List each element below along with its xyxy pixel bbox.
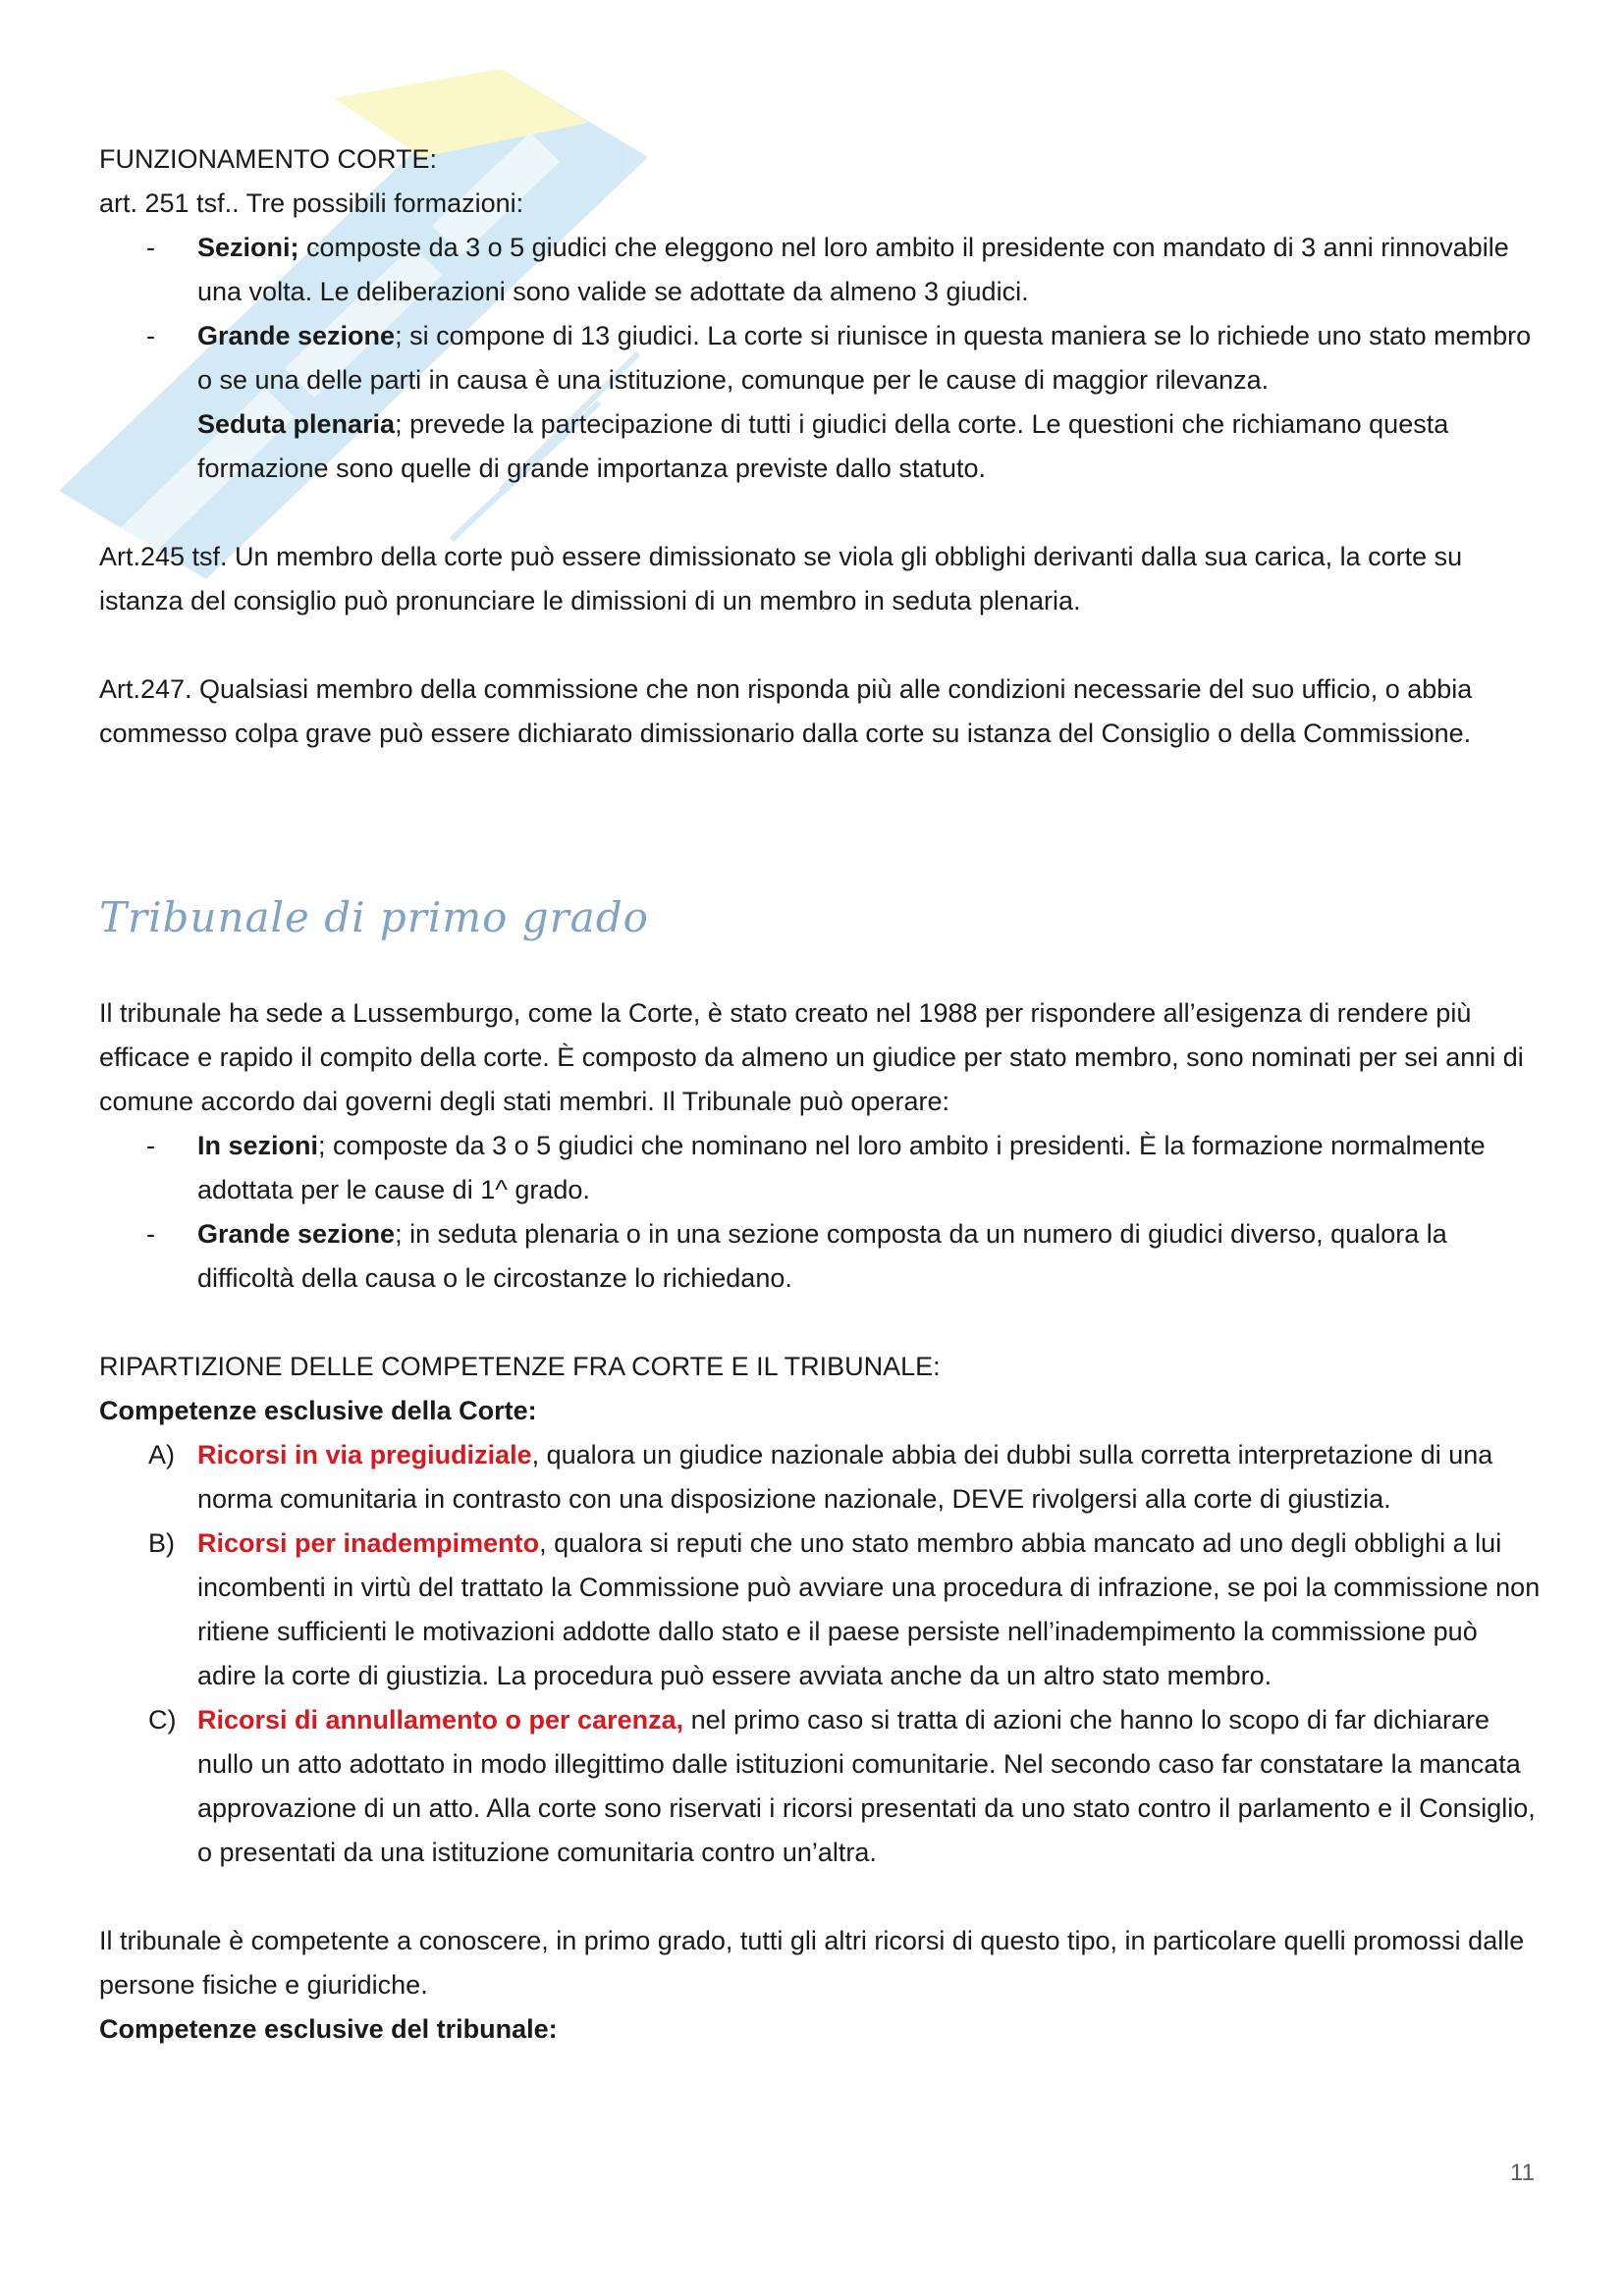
tribunale-competence-paragraph: Il tribunale è competente a conoscere, in primo grado, tutti gli altri ricorsi di questo tipo, in particolare quelli promossi dalle persone fisiche e giuridiche. xyxy=(99,1926,1525,2000)
tribunale-formations-list xyxy=(99,1124,1543,1301)
list-dash: - xyxy=(146,1131,155,1160)
section-title-ripartizione: RIPARTIZIONE DELLE COMPETENZE FRA CORTE E IL TRIBUNALE: xyxy=(99,1352,941,1381)
list-item xyxy=(99,1698,1543,1875)
subtitle-competenze-tribunale: Competenze esclusive del tribunale: xyxy=(99,2014,558,2044)
list-item-term: Grande sezione xyxy=(197,1219,396,1249)
subtitle-competenze-corte: Competenze esclusive della Corte: xyxy=(99,1396,537,1425)
list-item-term: Seduta plenaria xyxy=(197,409,396,439)
list-letter: A) xyxy=(148,1440,175,1469)
list-letter: C) xyxy=(148,1705,177,1735)
list-item-term: Grande sezione xyxy=(197,321,396,350)
list-letter: B) xyxy=(148,1528,175,1558)
list-item-text: ; in seduta plenaria o in una sezione composta da un numero di giudici diverso, qualora la difficoltà della causa o le circostanze lo richiedano. xyxy=(197,1219,1447,1293)
article-247-paragraph: Art.247. Qualsiasi membro della commissione che non risponda più alle condizioni necessarie del suo ufficio, o abbia commesso colpa grave può essere dichiarato dimissionario dalla corte su istanza del Consiglio o della Commissione. xyxy=(99,674,1473,748)
list-item xyxy=(99,1212,1543,1301)
article-245-paragraph: Art.245 tsf. Un membro della corte può essere dimissionato se viola gli obblighi derivanti dalla sua carica, la corte su istanza del consiglio può pronunciare le dimissioni di un membro in seduta plenaria. xyxy=(99,542,1463,615)
list-item-text: ; composte da 3 o 5 giudici che nominano nel loro ambito i presidenti. È la formazione normalmente adottata per le cause di 1^ grado. xyxy=(197,1131,1486,1204)
list-dash: - xyxy=(146,321,155,350)
list-item xyxy=(99,314,1543,402)
list-item xyxy=(99,226,1543,314)
list-item-text: nel primo caso si tratta di azioni che hanno lo scopo di far dichiarare nullo un atto adottato in modo illegittimo dalle istituzioni comunitarie. Nel secondo caso far constatare la mancata approvazione di un atto. Alla corte sono riservati i ricorsi presentati da uno stato contro il parlamento e il Consiglio, o presentati da una istituzione comunitaria contro un’altra. xyxy=(197,1705,1536,1867)
list-item-text: , qualora si reputi che uno stato membro abbia mancato ad uno degli obblighi a lui incombenti in virtù del trattato la Commissione può avviare una procedura di infrazione, se poi la commissione non ritiene sufficienti le motivazioni addotte dallo stato e il paese persiste nell’inadempimento la commissione può adire la corte di giustizia. La procedura può essere avviata anche da un altro stato membro. xyxy=(197,1528,1541,1690)
competenze-corte-list xyxy=(99,1433,1543,1875)
list-dash: - xyxy=(146,1219,155,1249)
list-item-term: Ricorsi in via pregiudiziale xyxy=(197,1440,532,1469)
list-item-term: Ricorsi per inadempimento xyxy=(197,1528,540,1558)
list-item-text: composte da 3 o 5 giudici che eleggono nel loro ambito il presidente con mandato di 3 anni rinnovabile una volta. Le deliberazioni sono valide se adottate da almeno 3 giudici. xyxy=(197,233,1509,306)
list-item-text: ; prevede la partecipazione di tutti i giudici della corte. Le questioni che richiamano questa formazione sono quelle di grande importanza previste dallo statuto. xyxy=(197,409,1449,483)
article-251-intro: art. 251 tsf.. Tre possibili formazioni: xyxy=(99,188,524,218)
corte-formations-list xyxy=(99,226,1543,491)
list-item-text: ; si compone di 13 giudici. La corte si riunisce in questa maniera se lo richiede uno stato membro o se una delle parti in causa è una istituzione, comunque per le cause di maggior rilevanza. xyxy=(197,321,1532,395)
list-item-text: , qualora un giudice nazionale abbia dei dubbi sulla corretta interpretazione di una norma comunitaria in contrasto con una disposizione nazionale, DEVE rivolgersi alla corte di giustizia. xyxy=(197,1440,1493,1514)
list-dash: - xyxy=(146,233,155,262)
list-item xyxy=(99,1522,1543,1698)
document-page xyxy=(99,137,1543,2052)
tribunale-intro-paragraph: Il tribunale ha sede a Lussemburgo, come la Corte, è stato creato nel 1988 per rispondere all’esigenza di rendere più efficace e rapido il compito della corte. È composto da almeno un giudice per stato membro, sono nominati per sei anni di comune accordo dai governi degli stati membri. Il Tribunale può operare: xyxy=(99,998,1524,1116)
page-number: 11 xyxy=(1510,2160,1535,2186)
list-item xyxy=(99,402,1543,491)
section-heading-tribunale: Tribunale di primo grado xyxy=(99,893,649,941)
section-title-funzionamento-corte: FUNZIONAMENTO CORTE: xyxy=(99,144,438,174)
list-item-term: Sezioni; xyxy=(197,233,299,262)
list-item xyxy=(99,1124,1543,1212)
list-item-term: In sezioni xyxy=(197,1131,319,1160)
list-item xyxy=(99,1433,1543,1522)
list-item-term: Ricorsi di annullamento o per carenza, xyxy=(197,1705,684,1735)
